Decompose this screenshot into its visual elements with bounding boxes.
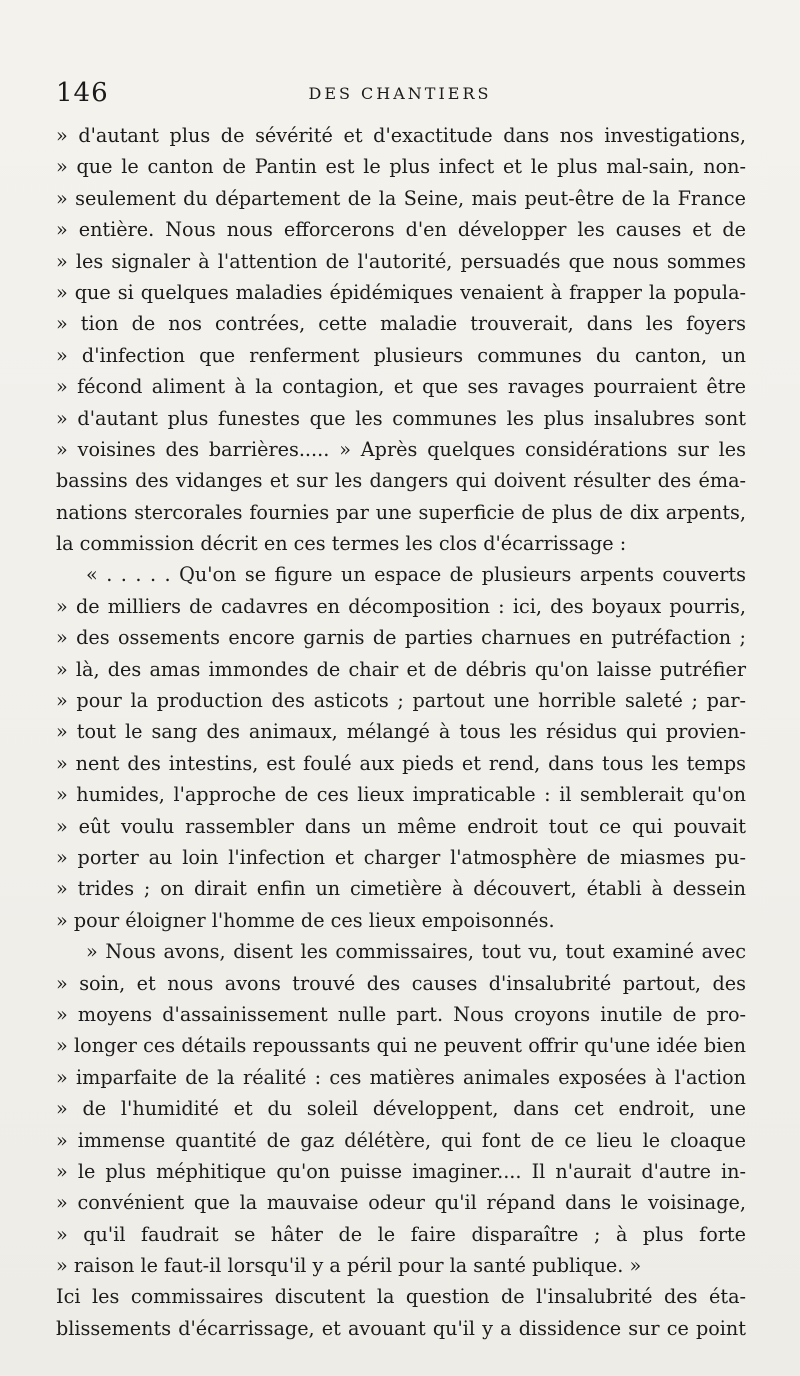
page-body (56, 120, 746, 1344)
text-line: » d'autant plus funestes que les communes les plus insalubres sont (56, 406, 746, 430)
text-line: » fécond aliment à la contagion, et que ses ravages pourraient être (56, 375, 746, 399)
text-line: » seulement du département de la Seine, mais peut-être de la France (56, 186, 746, 210)
text-line: « . . . . . Qu'on se figure un espace de plusieurs arpents couverts (86, 563, 746, 587)
text-line: » que le canton de Pantin est le plus infect et le plus mal-sain, non- (56, 155, 746, 179)
running-head: DES CHANTIERS (308, 84, 492, 103)
text-line: » d'infection que renferment plusieurs communes du canton, un (56, 343, 746, 367)
text-line: » humides, l'approche de ces lieux impraticable : il semblerait qu'on (56, 783, 746, 807)
text-line: » tion de nos contrées, cette maladie trouverait, dans les foyers (56, 312, 746, 336)
text-line: bassins des vidanges et sur les dangers qui doivent résulter des éma- (56, 469, 746, 493)
text-line: » Nous avons, disent les commissaires, tout vu, tout examiné avec (86, 940, 746, 964)
text-line: » de milliers de cadavres en décomposition : ici, des boyaux pourris, (56, 594, 746, 618)
text-line: » soin, et nous avons trouvé des causes d'insalubrité partout, des (56, 971, 746, 995)
text-line: » tout le sang des animaux, mélangé à tous les résidus qui provien- (56, 720, 746, 744)
text-line: » eût voulu rassembler dans un même endroit tout ce qui pouvait (56, 814, 746, 838)
text-line: » là, des amas immondes de chair et de débris qu'on laisse putréfier (56, 657, 746, 681)
text-line: » voisines des barrières..... » Après quelques considérations sur les (56, 437, 746, 461)
text-line: » le plus méphitique qu'on puisse imaginer.... Il n'aurait d'autre in- (56, 1159, 746, 1183)
page-number: 146 (56, 78, 109, 108)
text-line: blissements d'écarrissage, et avouant qu'il y a dissidence sur ce point (56, 1316, 746, 1340)
text-line: » de l'humidité et du soleil développent, dans cet endroit, une (56, 1097, 746, 1121)
text-line: nations stercorales fournies par une superficie de plus de dix arpents, (56, 500, 746, 524)
text-line: » des ossements encore garnis de parties charnues en putréfaction ; (56, 626, 746, 650)
text-line: » imparfaite de la réalité : ces matières animales exposées à l'action (56, 1065, 746, 1089)
text-line: » pour éloigner l'homme de ces lieux empoisonnés. (56, 908, 555, 932)
text-line: » porter au loin l'infection et charger l'atmosphère de miasmes pu- (56, 845, 746, 869)
text-line: » qu'il faudrait se hâter de le faire disparaître ; à plus forte (56, 1222, 746, 1246)
text-line: » entière. Nous nous efforcerons d'en développer les causes et de (56, 218, 746, 242)
text-line: » immense quantité de gaz délétère, qui font de ce lieu le cloaque (56, 1128, 746, 1152)
text-line: » convénient que la mauvaise odeur qu'il répand dans le voisinage, (56, 1191, 746, 1215)
text-line: » moyens d'assainissement nulle part. Nous croyons inutile de pro- (56, 1002, 746, 1026)
text-line: » nent des intestins, est foulé aux pieds et rend, dans tous les temps (56, 751, 746, 775)
text-line: » raison le faut-il lorsqu'il y a péril pour la santé publique. » (56, 1254, 642, 1278)
text-line: Ici les commissaires discutent la question de l'insalubrité des éta- (56, 1285, 746, 1309)
text-line: » les signaler à l'attention de l'autorité, persuadés que nous sommes (56, 249, 746, 273)
text-line: » que si quelques maladies épidémiques venaient à frapper la popula- (56, 280, 746, 304)
text-line: » longer ces détails repoussants qui ne peuvent offrir qu'une idée bien (56, 1034, 746, 1058)
text-line: » d'autant plus de sévérité et d'exactitude dans nos investigations, (56, 124, 746, 147)
text-line: » pour la production des asticots ; partout une horrible saleté ; par- (56, 689, 746, 713)
text-line: la commission décrit en ces termes les clos d'écarrissage : (56, 532, 627, 556)
page-header (56, 78, 744, 108)
text-line: » trides ; on dirait enfin un cimetière à découvert, établi à dessein (56, 877, 746, 901)
